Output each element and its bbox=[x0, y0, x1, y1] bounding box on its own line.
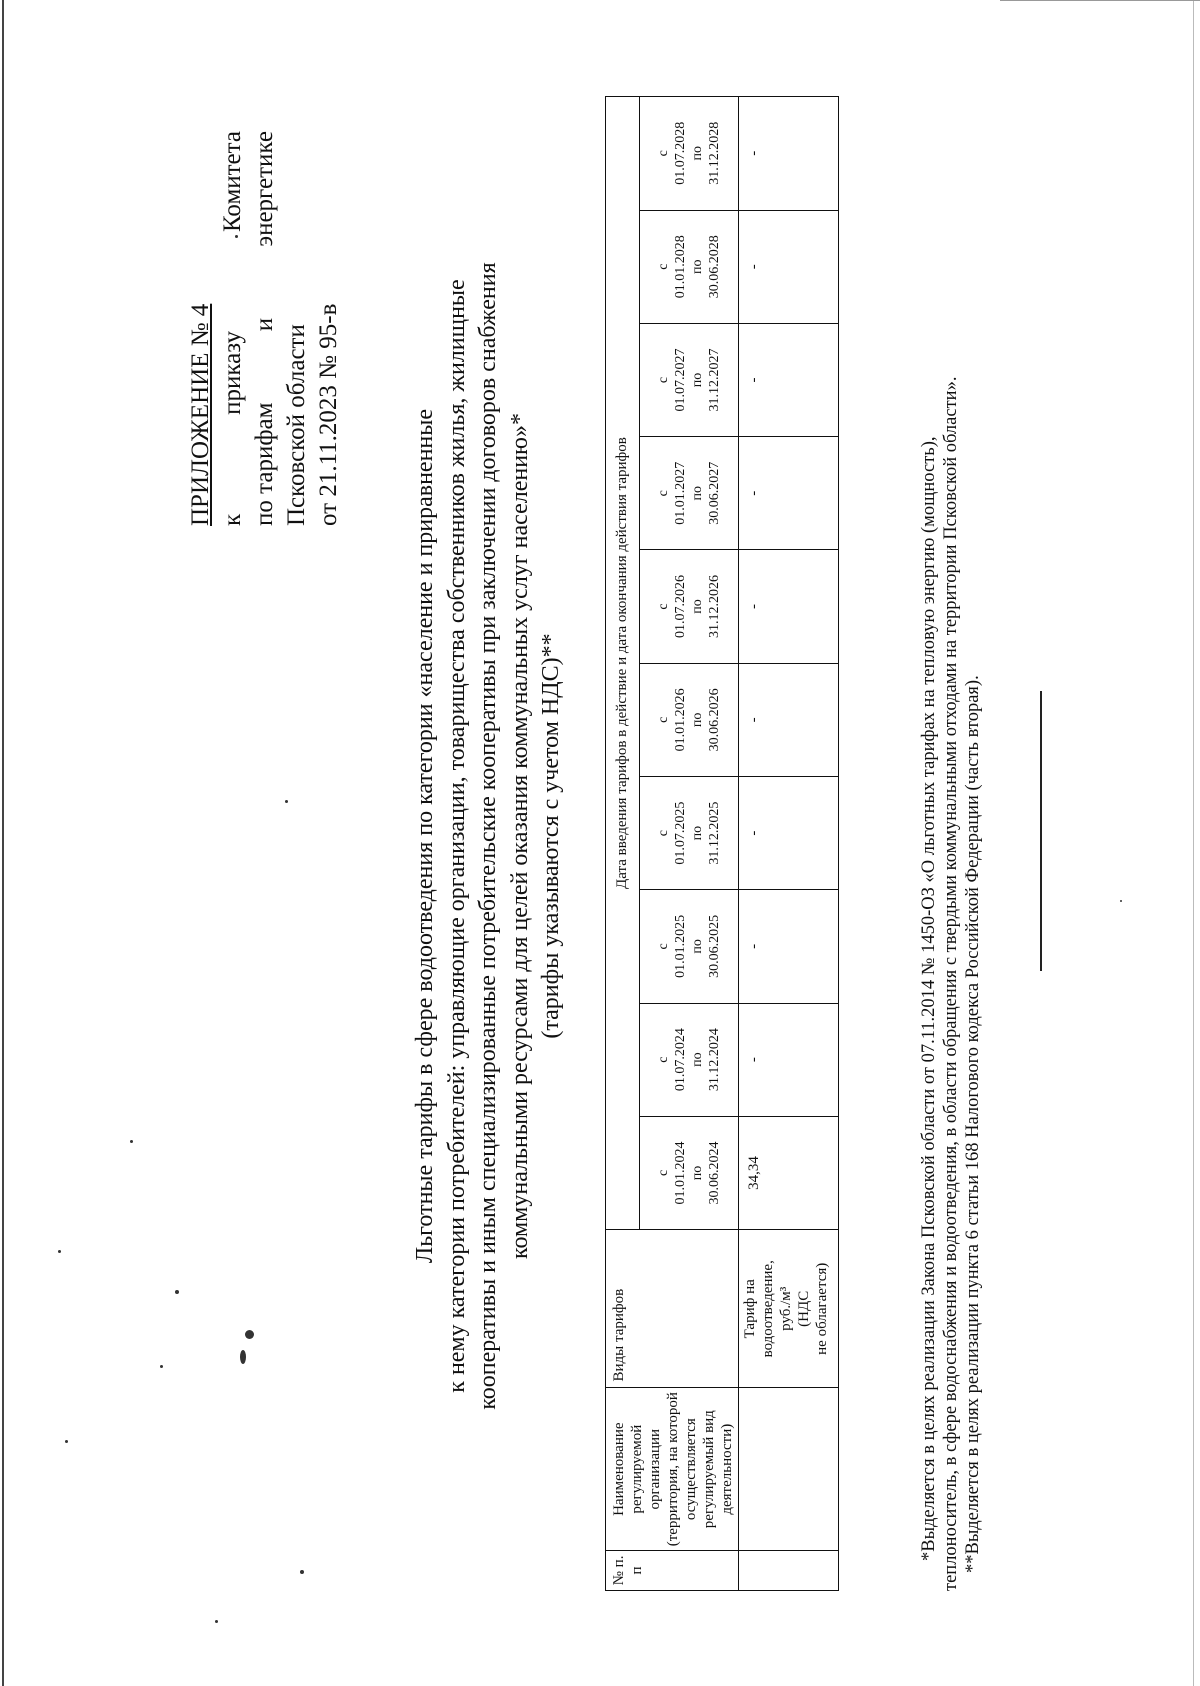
value-cell: - bbox=[739, 1003, 839, 1116]
title-line: Льготные тарифы в сфере водоотведения по категории «население и приравненные bbox=[412, 408, 438, 1264]
period-cell: с 01.07.2028 по 31.12.2028 bbox=[639, 97, 739, 211]
header-org: Наименование регулируемой организации (территория, на которой осуществляется регулируемый вид деятельности) bbox=[606, 1388, 739, 1550]
approval-word: по тарифам bbox=[251, 402, 278, 526]
approval-word: энергетике bbox=[251, 131, 278, 247]
row-num bbox=[739, 1550, 839, 1590]
value-cell: - bbox=[739, 210, 839, 323]
approval-word: и bbox=[251, 317, 278, 332]
approval-word: к bbox=[219, 513, 246, 526]
period-cell: с 01.01.2028 по 30.06.2028 bbox=[639, 210, 739, 323]
appendix-title: ПРИЛОЖЕНИЕ № 4 bbox=[187, 303, 214, 526]
value-cell: - bbox=[739, 663, 839, 776]
closing-rule bbox=[1040, 691, 1042, 971]
approval-block bbox=[185, 131, 345, 526]
value-cell: - bbox=[739, 97, 839, 211]
period-cell: с 01.01.2026 по 30.06.2026 bbox=[639, 663, 739, 776]
footnote-1-cont: теплоноситель, в сфере водоснабжения и водоотведения, в области обращения с твердыми коммунальными отходами на территории Псковской области». bbox=[941, 376, 961, 1591]
row-org bbox=[739, 1388, 839, 1550]
period-cell: с 01.07.2025 по 31.12.2025 bbox=[639, 776, 739, 889]
row-kind: Тариф на водоотведение, руб./м³ (НДС не облагается) bbox=[739, 1230, 839, 1388]
document-title bbox=[410, 156, 568, 1516]
value-cell: 34,34 bbox=[739, 1116, 839, 1229]
value-cell: - bbox=[739, 550, 839, 663]
period-cell: с 01.01.2025 по 30.06.2025 bbox=[639, 890, 739, 1003]
footnote-1: *Выделяется в целях реализации Закона Псковской области от 07.11.2014 № 1450-ОЗ «О льготных тарифах на тепловую энергию (мощность), bbox=[919, 436, 939, 1561]
period-cell: с 01.01.2027 по 30.06.2027 bbox=[639, 437, 739, 550]
title-line: к нему категории потребителей: управляющие организации, товарищества собственников жилья, жилищные bbox=[443, 279, 470, 1393]
tariff-table bbox=[605, 96, 839, 1591]
title-line: (тарифы указываются с учетом НДС)** bbox=[538, 633, 564, 1039]
approval-line-2 bbox=[249, 131, 281, 526]
header-dates: Дата введения тарифов в действие и дата окончания действия тарифов bbox=[606, 97, 640, 1230]
period-cell: с 01.07.2027 по 31.12.2027 bbox=[639, 323, 739, 436]
value-cell: - bbox=[739, 323, 839, 436]
value-cell: - bbox=[739, 437, 839, 550]
approval-line-1 bbox=[217, 131, 249, 526]
footnotes bbox=[918, 91, 984, 1591]
approval-line-4: от 21.11.2023 № 95-в bbox=[315, 303, 342, 526]
title-line: кооперативы и иным специализированные потребительские кооперативы при заключении договоров снабжения bbox=[475, 262, 501, 1410]
approval-word: приказу bbox=[219, 330, 246, 415]
table-row bbox=[739, 97, 839, 1591]
period-cell: с 01.07.2024 по 31.12.2024 bbox=[639, 1003, 739, 1116]
header-kind: Виды тарифов bbox=[606, 1230, 739, 1388]
footnote-2: **Выделяется в целях реализации пункта 6 статьи 168 Налогового кодекса Российской Федерации (часть вторая). bbox=[963, 675, 983, 1573]
approval-word: Комитета bbox=[219, 131, 246, 233]
title-line: коммунальными ресурсами для целей оказания коммунальных услуг населению»* bbox=[506, 413, 533, 1259]
period-cell: с 01.07.2026 по 31.12.2026 bbox=[639, 550, 739, 663]
approval-line-3: Псковской области bbox=[283, 324, 310, 526]
period-cell: с 01.01.2024 по 30.06.2024 bbox=[639, 1116, 739, 1229]
value-cell: - bbox=[739, 776, 839, 889]
header-num: № п. п bbox=[606, 1550, 739, 1590]
value-cell: - bbox=[739, 890, 839, 1003]
